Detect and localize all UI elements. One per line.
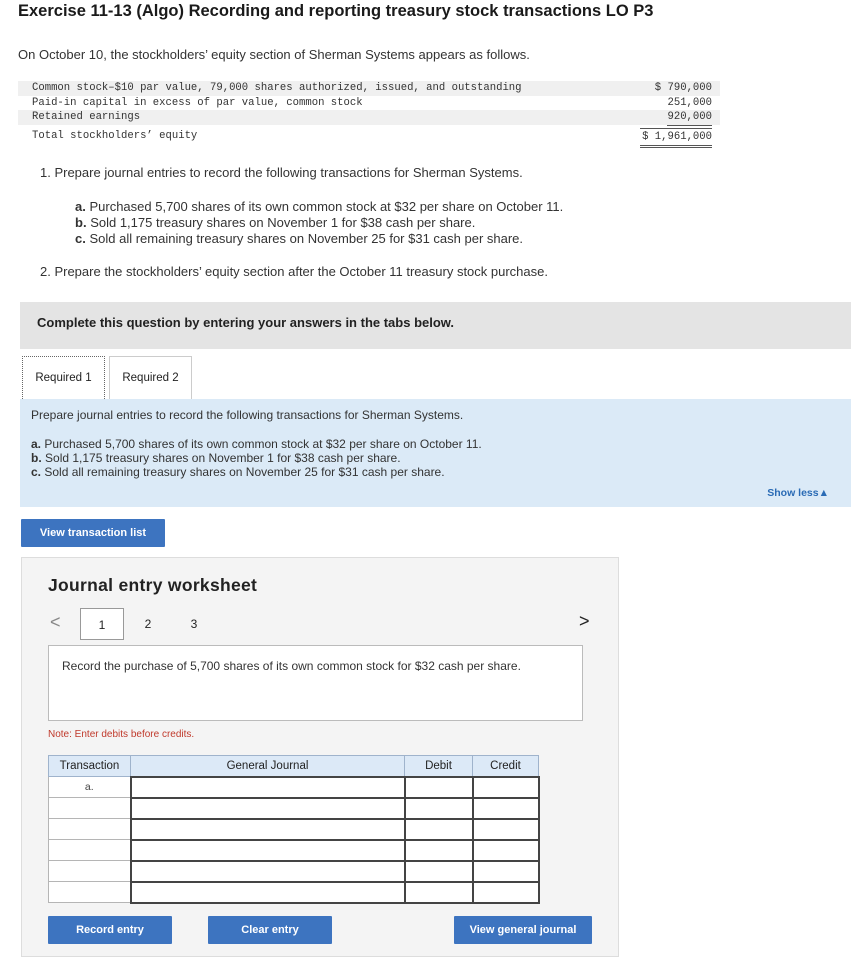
question-item bbox=[75, 199, 563, 215]
item-letter: b. bbox=[31, 451, 42, 465]
equity-amount: $ 790,000 bbox=[654, 82, 712, 94]
header-transaction: Transaction bbox=[49, 756, 131, 777]
question-item bbox=[75, 231, 563, 247]
equity-row-total bbox=[18, 128, 720, 144]
item-letter: b. bbox=[75, 215, 87, 231]
credit-input[interactable] bbox=[473, 819, 539, 840]
equity-amount: 251,000 bbox=[667, 96, 712, 109]
entry-description: Record the purchase of 5,700 shares of its own common stock for $32 cash per share. bbox=[48, 645, 583, 721]
journal-row bbox=[49, 798, 539, 819]
tab-required-1[interactable]: Required 1 bbox=[22, 356, 105, 399]
question-1: 1. Prepare journal entries to record the following transactions for Sherman Systems. bbox=[40, 165, 523, 180]
item-letter: a. bbox=[31, 437, 42, 451]
question-1-items bbox=[75, 199, 563, 248]
journal-entry-worksheet bbox=[21, 557, 619, 957]
instructions-band bbox=[20, 302, 851, 349]
account-input[interactable] bbox=[131, 861, 405, 882]
panel-item bbox=[31, 465, 482, 479]
journal-row bbox=[49, 882, 539, 903]
entry-note: Note: Enter debits before credits. bbox=[48, 729, 195, 740]
journal-row bbox=[49, 777, 539, 798]
debit-input[interactable] bbox=[405, 840, 473, 861]
debit-input[interactable] bbox=[405, 798, 473, 819]
item-letter: c. bbox=[31, 465, 42, 479]
view-transaction-list-button[interactable]: View transaction list bbox=[21, 519, 165, 547]
item-letter: c. bbox=[75, 231, 86, 247]
equity-label: Retained earnings bbox=[32, 111, 141, 123]
debit-input[interactable] bbox=[405, 882, 473, 903]
equity-row bbox=[18, 110, 720, 125]
equity-row bbox=[18, 81, 720, 96]
transaction-cell bbox=[49, 819, 131, 840]
transaction-cell bbox=[49, 798, 131, 819]
tab-required-2[interactable]: Required 2 bbox=[109, 356, 192, 399]
equity-label: Total stockholders’ equity bbox=[32, 129, 198, 142]
item-text: Sold 1,175 treasury shares on November 1 for $38 cash per share. bbox=[90, 215, 476, 231]
panel-item bbox=[31, 451, 482, 465]
equity-row bbox=[18, 96, 720, 111]
journal-table bbox=[48, 755, 540, 904]
panel-item bbox=[31, 437, 482, 451]
question-item bbox=[75, 215, 563, 231]
header-general-journal: General Journal bbox=[131, 756, 405, 777]
item-text: Sold all remaining treasury shares on November 25 for $31 cash per share. bbox=[44, 465, 445, 479]
credit-input[interactable] bbox=[473, 882, 539, 903]
debit-input[interactable] bbox=[405, 819, 473, 840]
chevron-left-icon[interactable]: < bbox=[50, 612, 61, 632]
header-debit: Debit bbox=[405, 756, 473, 777]
debit-input[interactable] bbox=[405, 777, 473, 798]
panel-instruction: Prepare journal entries to record the following transactions for Sherman Systems. bbox=[31, 408, 464, 422]
credit-input[interactable] bbox=[473, 798, 539, 819]
transaction-cell: a. bbox=[49, 777, 131, 798]
item-text: Purchased 5,700 shares of its own common stock at $32 per share on October 11. bbox=[89, 199, 564, 214]
account-input[interactable] bbox=[131, 798, 405, 819]
equity-amount: 920,000 bbox=[667, 110, 712, 126]
journal-row bbox=[49, 861, 539, 882]
credit-input[interactable] bbox=[473, 777, 539, 798]
show-less-link[interactable]: Show less▲ bbox=[767, 487, 829, 499]
transaction-cell bbox=[49, 861, 131, 882]
account-input[interactable] bbox=[131, 840, 405, 861]
journal-row bbox=[49, 819, 539, 840]
account-input[interactable] bbox=[131, 777, 405, 798]
credit-input[interactable] bbox=[473, 861, 539, 882]
worksheet-page-1[interactable]: 1 bbox=[80, 608, 124, 640]
chevron-right-icon[interactable]: > bbox=[579, 611, 590, 631]
clear-entry-button[interactable]: Clear entry bbox=[208, 916, 332, 944]
required-1-panel bbox=[20, 399, 851, 507]
item-text: Sold all remaining treasury shares on November 25 for $31 cash per share. bbox=[89, 231, 524, 247]
question-2: 2. Prepare the stockholders’ equity section after the October 11 treasury stock purchase. bbox=[40, 264, 548, 279]
journal-header-row bbox=[49, 756, 539, 777]
item-text: Purchased 5,700 shares of its own common stock at $32 per share on October 11. bbox=[44, 437, 482, 451]
equity-label: Common stock–$10 par value, 79,000 shares authorized, issued, and outstanding bbox=[32, 82, 522, 94]
equity-total-amount: $ 1,961,000 bbox=[640, 128, 712, 148]
equity-label: Paid-in capital in excess of par value, common stock bbox=[32, 96, 363, 109]
instructions-text: Complete this question by entering your answers in the tabs below. bbox=[37, 315, 455, 330]
transaction-cell bbox=[49, 882, 131, 903]
header-credit: Credit bbox=[473, 756, 539, 777]
page-title: Exercise 11-13 (Algo) Recording and reporting treasury stock transactions LO P3 bbox=[18, 2, 654, 20]
equity-table bbox=[18, 81, 720, 144]
transaction-cell bbox=[49, 840, 131, 861]
journal-row bbox=[49, 840, 539, 861]
panel-items bbox=[31, 437, 482, 479]
worksheet-page-2[interactable]: 2 bbox=[144, 617, 152, 631]
account-input[interactable] bbox=[131, 819, 405, 840]
item-letter: a. bbox=[75, 199, 86, 214]
view-general-journal-button[interactable]: View general journal bbox=[454, 916, 592, 944]
credit-input[interactable] bbox=[473, 840, 539, 861]
record-entry-button[interactable]: Record entry bbox=[48, 916, 172, 944]
intro-text: On October 10, the stockholders’ equity section of Sherman Systems appears as follows. bbox=[18, 47, 530, 62]
debit-input[interactable] bbox=[405, 861, 473, 882]
worksheet-page-3[interactable]: 3 bbox=[190, 617, 198, 631]
worksheet-title: Journal entry worksheet bbox=[48, 575, 258, 595]
account-input[interactable] bbox=[131, 882, 405, 903]
item-text: Sold 1,175 treasury shares on November 1 for $38 cash per share. bbox=[45, 451, 401, 465]
